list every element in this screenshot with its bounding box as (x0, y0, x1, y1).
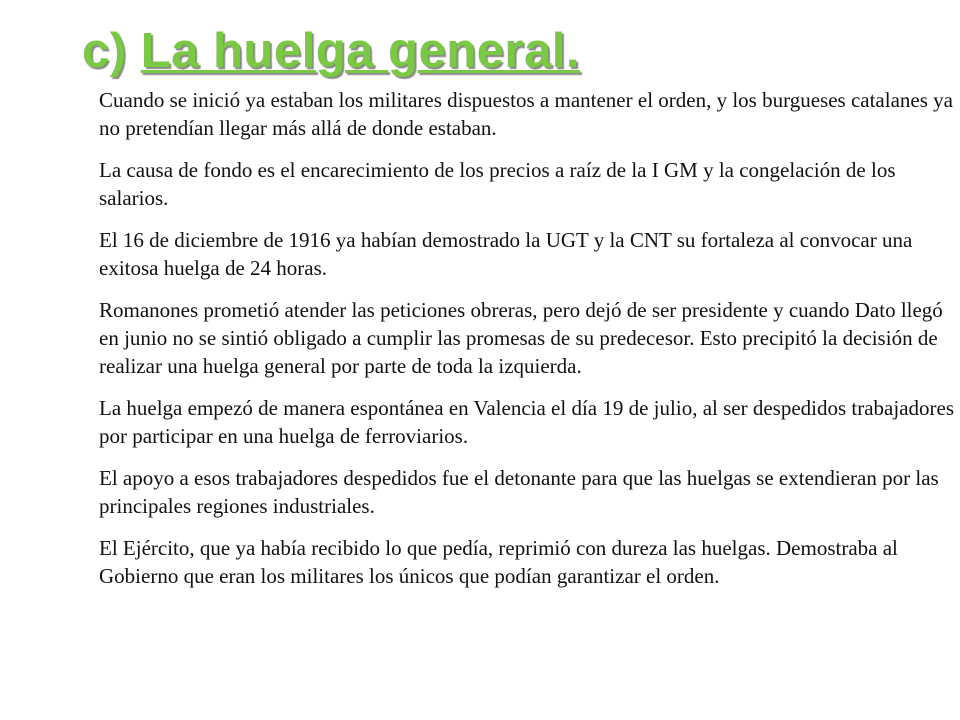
paragraph-1: Cuando se inició ya estaban los militares dispuestos a mantener el orden, y los burgueses catalanes ya no pretendían llegar más allá de donde estaban. (99, 88, 953, 140)
slide-body (99, 86, 957, 604)
title-text: La huelga general. (140, 24, 580, 78)
paragraph-5: La huelga empezó de manera espontánea en Valencia el día 19 de julio, al ser despedidos trabajadores por participar en una huelga de ferroviarios. (99, 396, 955, 448)
paragraph-2: La causa de fondo es el encarecimiento de los precios a raíz de la I GM y la congelación de los salarios. (99, 158, 896, 210)
paragraph-4: Romanones prometió atender las peticiones obreras, pero dejó de ser presidente y cuando Dato llegó en junio no se sintió obligado a cumplir las promesas de su predecesor. Esto precipitó la decisión de realizar una huelga general por parte de toda la izquierda. (99, 298, 943, 378)
title-prefix: c) (82, 24, 127, 78)
paragraph-7: El Ejército, que ya había recibido lo que pedía, reprimió con dureza las huelgas. Demostraba al Gobierno que eran los militares los únicos que podían garantizar el orden. (99, 536, 898, 588)
paragraph-3: El 16 de diciembre de 1916 ya habían demostrado la UGT y la CNT su fortaleza al convocar una exitosa huelga de 24 horas. (99, 228, 913, 280)
paragraph-6: El apoyo a esos trabajadores despedidos fue el detonante para que las huelgas se extendieran por las principales regiones industriales. (99, 466, 939, 518)
slide-title (82, 22, 580, 80)
